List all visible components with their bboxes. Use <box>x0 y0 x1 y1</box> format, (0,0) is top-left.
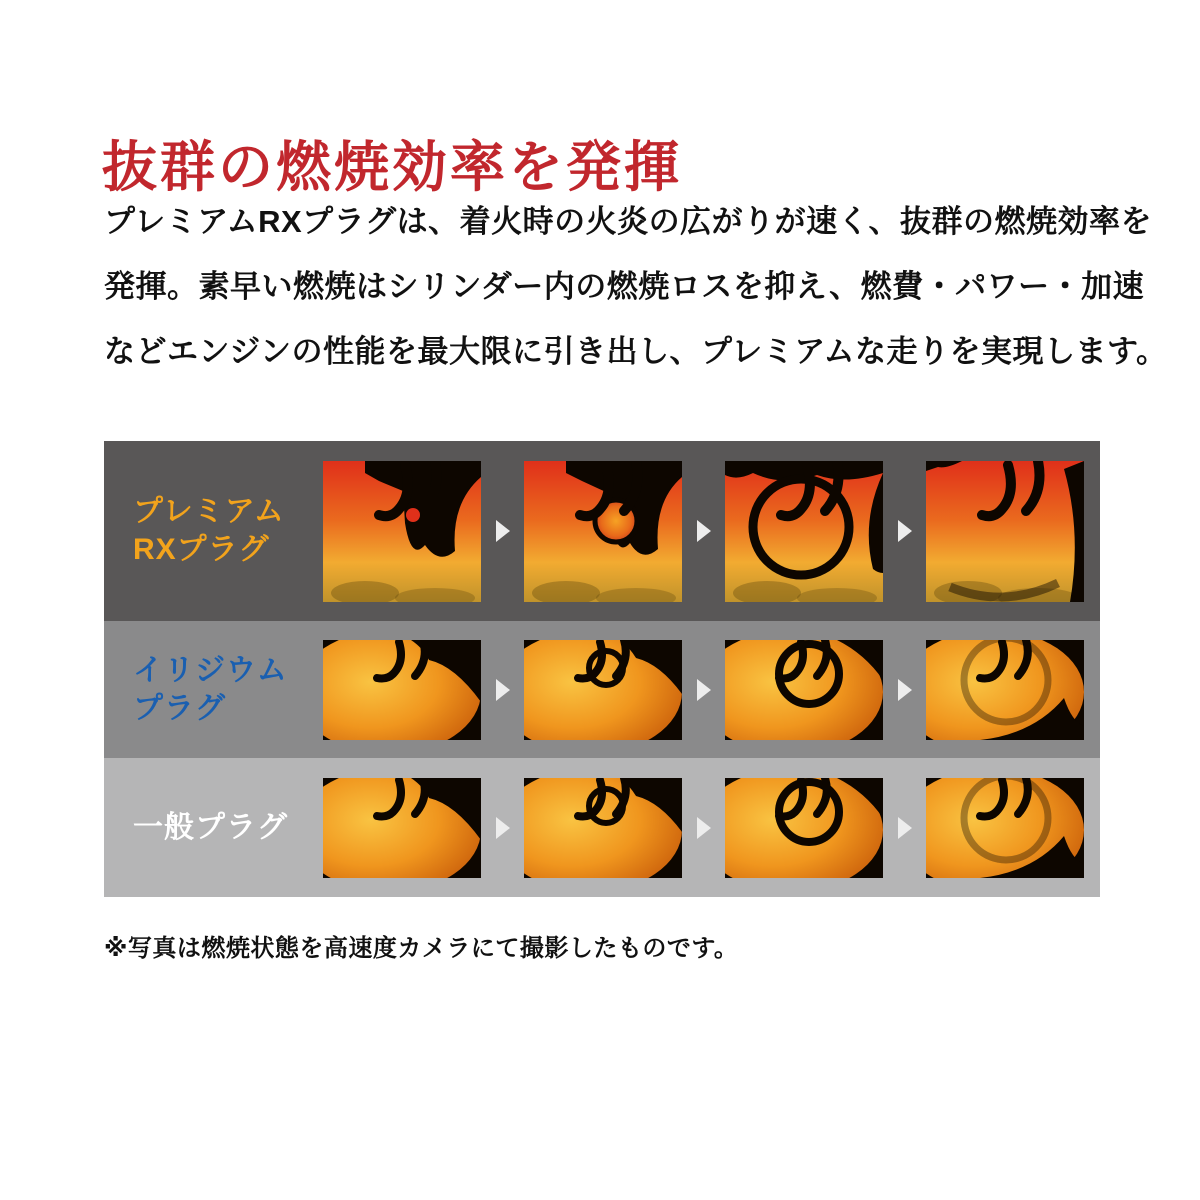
row-label-line: イリジウム <box>133 653 288 687</box>
combustion-image-premium-rx-frame-2 <box>524 461 682 602</box>
arrow-right-icon <box>697 817 711 839</box>
arrow-right-icon <box>898 817 912 839</box>
intro-line: プレミアムRXプラグは、着火時の火炎の広がりが速く、抜群の燃焼効率を <box>104 204 1153 239</box>
frame-arrow-gap <box>883 817 926 839</box>
frame-arrow-gap <box>682 817 725 839</box>
arrow-right-icon <box>496 520 510 542</box>
arrow-right-icon <box>697 520 711 542</box>
intro-line: 発揮。素早い燃焼はシリンダー内の燃焼ロスを抑え、燃費・パワー・加速 <box>104 269 1145 304</box>
arrow-right-icon <box>697 679 711 701</box>
frame-arrow-gap <box>481 817 524 839</box>
row-label-iridium <box>133 621 323 758</box>
arrow-right-icon <box>898 520 912 542</box>
frame-arrow-gap <box>481 520 524 542</box>
arrow-right-icon <box>496 679 510 701</box>
combustion-image-premium-rx-frame-1 <box>323 461 481 602</box>
combustion-image-premium-rx-frame-3 <box>725 461 883 602</box>
combustion-image-standard-frame-1 <box>323 778 481 878</box>
frame-arrow-gap <box>682 679 725 701</box>
footnote: ※写真は燃焼状態を高速度カメラにて撮影したものです。 <box>104 935 739 962</box>
combustion-image-premium-rx-frame-4 <box>926 461 1084 602</box>
combustion-frames <box>323 758 1084 897</box>
arrow-right-icon <box>898 679 912 701</box>
row-label-line: 一般プラグ <box>133 810 288 844</box>
row-label-premium-rx <box>133 441 323 621</box>
row-label-line: プラグ <box>133 691 226 725</box>
row-label-standard <box>133 758 323 897</box>
page-title: 抜群の燃焼効率を発揮 <box>102 135 683 198</box>
combustion-image-iridium-frame-1 <box>323 640 481 740</box>
combustion-image-iridium-frame-3 <box>725 640 883 740</box>
comparison-row-premium-rx <box>104 441 1100 621</box>
frame-arrow-gap <box>883 679 926 701</box>
combustion-image-iridium-frame-4 <box>926 640 1084 740</box>
arrow-right-icon <box>496 817 510 839</box>
row-label-line: RXプラグ <box>133 533 270 566</box>
comparison-row-iridium <box>104 621 1100 758</box>
combustion-frames <box>323 441 1084 621</box>
row-label-line: プレミアム <box>133 495 285 528</box>
frame-arrow-gap <box>481 679 524 701</box>
frame-arrow-gap <box>682 520 725 542</box>
combustion-image-standard-frame-2 <box>524 778 682 878</box>
intro-line: などエンジンの性能を最大限に引き出し、プレミアムな走りを実現します。 <box>104 334 1168 369</box>
comparison-row-standard <box>104 758 1100 897</box>
combustion-comparison-table <box>104 441 1100 897</box>
combustion-frames <box>323 621 1084 758</box>
intro-paragraph <box>104 189 1168 384</box>
combustion-image-standard-frame-4 <box>926 778 1084 878</box>
combustion-image-standard-frame-3 <box>725 778 883 878</box>
frame-arrow-gap <box>883 520 926 542</box>
combustion-image-iridium-frame-2 <box>524 640 682 740</box>
